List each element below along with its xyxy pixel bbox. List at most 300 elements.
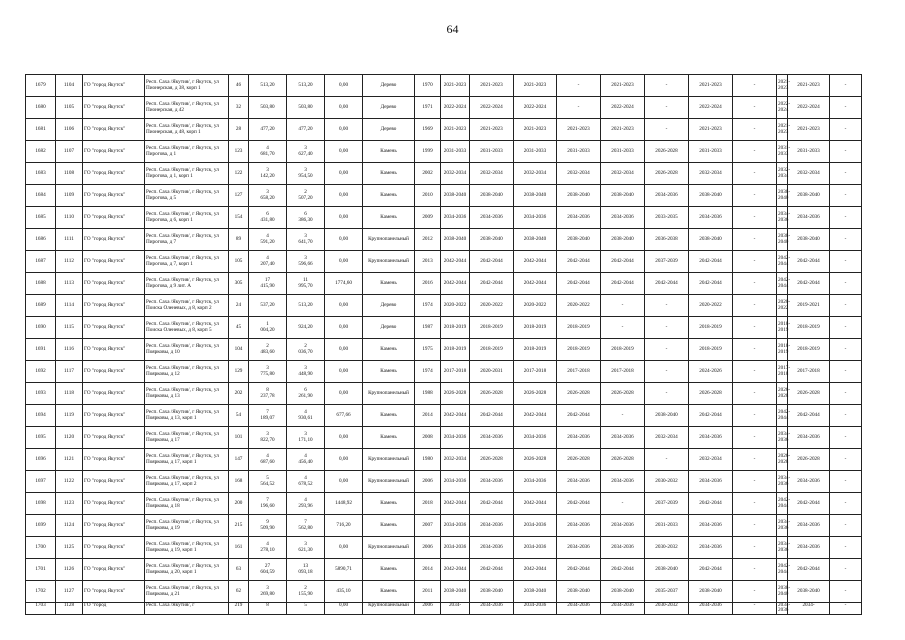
cell-period-4: 2034-2036	[557, 427, 601, 449]
cell-total-area-thousands: 5	[266, 474, 269, 481]
cell-period-5: 2034-2036	[601, 427, 645, 449]
cell-period-4: 2026-2028	[557, 383, 601, 405]
cell-row-number: 1680	[26, 97, 56, 119]
cell-living-area-rest: 627,40	[298, 150, 313, 157]
cell-period-4: 2038-2040	[557, 581, 601, 603]
cell-period-6: 2038-2040	[645, 559, 689, 581]
cell-total-area	[249, 537, 287, 559]
cell-total-area-rest: 431,80	[260, 216, 275, 223]
cell-period-9: 2018-2019	[777, 339, 788, 361]
cell-living-area-rest: 562,80	[298, 524, 313, 531]
cell-build-year: 2009	[415, 207, 441, 229]
cell-id: 1127	[56, 581, 83, 603]
cell-period-6: -	[645, 339, 689, 361]
table-row	[26, 361, 878, 383]
cell-period-10: 2042-2044	[788, 405, 830, 427]
cell-living-area	[287, 251, 325, 273]
cell-living-area-thousands: 13	[302, 562, 309, 569]
cell-nonliving-area: 0,00	[325, 295, 363, 317]
cell-period-7: 2021-2023	[689, 119, 733, 141]
cell-period-11: -	[830, 361, 862, 383]
cell-period-2: 2020-2031	[470, 361, 514, 383]
cell-living-area	[287, 427, 325, 449]
table-row	[26, 251, 878, 273]
cell-period-2: 2034-2036	[470, 471, 514, 493]
cell-living-area-thousands: 6	[304, 210, 307, 217]
cell-period-6: -	[645, 97, 689, 119]
cell-period-8: -	[733, 163, 777, 185]
cell-total-area	[249, 295, 287, 317]
cell-residents: 202	[229, 383, 249, 405]
cell-period-3: 2017-2018	[514, 361, 557, 383]
cell-period-9: 2038-2040	[777, 581, 788, 603]
cell-period-7: 2031-2033	[689, 141, 733, 163]
cell-living-area-thousands: 11	[303, 276, 308, 283]
cell-living-area	[287, 273, 325, 295]
cell-id: 1117	[56, 361, 83, 383]
cell-total-area	[249, 515, 287, 537]
cell-period-11: -	[830, 229, 862, 251]
table-row	[26, 75, 878, 97]
cell-wall-material: Дерево	[363, 97, 415, 119]
cell-period-6: 2030-2032	[645, 537, 689, 559]
cell-period-9: 2034-2036	[777, 207, 788, 229]
cell-period-5: -	[601, 405, 645, 427]
cell-municipality: ГО "город Якутск"	[83, 493, 145, 515]
cell-id: 1128	[56, 603, 83, 615]
cell-period-3: 2018-2019	[514, 317, 557, 339]
cell-id: 1120	[56, 427, 83, 449]
table-row	[26, 471, 878, 493]
cell-id: 1118	[56, 383, 83, 405]
cell-total-area	[249, 471, 287, 493]
cell-period-7: 2026-2028	[689, 383, 733, 405]
cell-address: Респ. Саха /Якутия/, г Якутск, ул Поярковы, д 18	[145, 493, 229, 515]
cell-period-6: -	[645, 449, 689, 471]
cell-period-2: 2018-2019	[470, 317, 514, 339]
cell-period-10: 2026-2028	[788, 449, 830, 471]
cell-period-2: 2034-2036	[470, 537, 514, 559]
cell-period-6: 2026-2028	[645, 163, 689, 185]
cell-total-area-thousands: 3	[266, 430, 269, 437]
cell-address: Респ. Саха /Якутия/, г Якутск, ул Поярковы, д 13	[145, 383, 229, 405]
cell-total-area-thousands: 17	[264, 276, 271, 283]
cell-period-11: -	[830, 295, 862, 317]
cell-id: 1121	[56, 449, 83, 471]
cell-address: Респ. Саха /Якутия/, г Якутск, ул Поярковы, д 10	[145, 339, 229, 361]
cell-id: 1107	[56, 141, 83, 163]
cell-period-6: 2037-2039	[645, 493, 689, 515]
cell-p9: 2034-2036	[778, 602, 791, 614]
cell-row-number: 1679	[26, 75, 56, 97]
cell-build-year: 2018	[415, 493, 441, 515]
cell-total-area-thousands: 7	[266, 496, 269, 503]
cell-period-4: 2042-2044	[557, 273, 601, 295]
cell-nonliving-area: 0,00	[325, 97, 363, 119]
cell-address: Респ. Саха /Якутия/, г Якутск, ул Пирогова, д 7	[145, 229, 229, 251]
cell-period-8: -	[733, 383, 777, 405]
cell-municipality: ГО "город Якутск"	[83, 317, 145, 339]
cell-total-area-rest: 207,40	[260, 260, 275, 267]
cell-v1: 219	[229, 603, 249, 615]
cell-living-area	[287, 119, 325, 141]
cell-period-4: 2032-2034	[557, 163, 601, 185]
cell-address: Респ. Саха /Якутия/, г Якутск, ул Пирогова, д 5	[145, 185, 229, 207]
cell-period-10: 2034-2036	[788, 207, 830, 229]
table-row	[26, 383, 878, 405]
cell-period-6: 2034-2036	[645, 185, 689, 207]
cell-period-2: 2031-2033	[470, 141, 514, 163]
cell-living-area-thousands: 3	[304, 144, 307, 151]
cell-wall-material: Крупнопанельный	[363, 537, 415, 559]
cell-nonliving-area: 5890,71	[325, 559, 363, 581]
cell-row-number: 1701	[26, 559, 56, 581]
cell-living-area-rest: 954,50	[298, 172, 313, 179]
cell-total-area-rest: 564,52	[260, 480, 275, 487]
cell-period-1: 2031-2033	[441, 141, 470, 163]
cell-period-3: 2042-2044	[514, 559, 557, 581]
cell-municipality: ГО "город Якутск"	[83, 581, 145, 603]
cell-living-area-thousands: 3	[304, 254, 307, 261]
cell-period-2: 2020-2022	[470, 295, 514, 317]
cell-total-area	[249, 559, 287, 581]
cell-period-11: -	[830, 515, 862, 537]
cell-period-9: 2042-2044	[777, 251, 788, 273]
cell-build-year: 1975	[415, 339, 441, 361]
cell-row-number: 1687	[26, 251, 56, 273]
cell-period-1: 2042-2044	[441, 273, 470, 295]
cell-living-area	[287, 75, 325, 97]
cell-total-area	[249, 119, 287, 141]
cell-period-1: 2017-2018	[441, 361, 470, 383]
cell-period-7: 2034-2036	[689, 427, 733, 449]
cell-period-9: 2026-2028	[777, 449, 788, 471]
cell-period-1: 2034-2036	[441, 471, 470, 493]
cell-living-area	[287, 493, 325, 515]
cell-wall-material: Дерево	[363, 295, 415, 317]
cell-total-area-thousands: 3	[266, 364, 269, 371]
cell-period-6: -	[645, 383, 689, 405]
cell-total-area-thousands: 4	[266, 144, 269, 151]
cell-living-area-rest: 171,10	[298, 436, 313, 443]
cell-period-1: 2042-2044	[441, 559, 470, 581]
cell-living-area-rest: 924,20	[298, 323, 313, 330]
cell-nonliving-area: 0,00	[325, 449, 363, 471]
cell-total-area-thousands: 3	[266, 584, 269, 591]
cell-year: 2006	[415, 603, 441, 615]
table-row	[26, 97, 878, 119]
cell-period-3: 2038-2040	[514, 581, 557, 603]
cell-living-area-thousands: 3	[304, 540, 307, 547]
cell-addr: Респ. Саха /Якутия/, г	[145, 603, 229, 615]
cell-nonliving-area: 0,00	[325, 339, 363, 361]
cell-period-1: 2032-2034	[441, 163, 470, 185]
cell-nonliving-area: 0,00	[325, 119, 363, 141]
cell-municipality: ГО "город Якутск"	[83, 229, 145, 251]
cell-municipality: ГО "город Якутск"	[83, 75, 145, 97]
cell-municipality: ГО "город Якутск"	[83, 559, 145, 581]
cell-total-area	[249, 207, 287, 229]
cell-period-6: 2036-2038	[645, 229, 689, 251]
cell-p11: -	[830, 603, 862, 615]
cell-total-area-thousands: 4	[266, 452, 269, 459]
cell-living-area	[287, 559, 325, 581]
cell-id: 1124	[56, 515, 83, 537]
table-row	[26, 141, 878, 163]
cell-period-10: 2042-2044	[788, 273, 830, 295]
cell-id: 1105	[56, 97, 83, 119]
cell-period-11: -	[830, 251, 862, 273]
cell-address: Респ. Саха /Якутия/, г Якутск, ул Пионерская, д 42	[145, 97, 229, 119]
cell-residents: 63	[229, 559, 249, 581]
cell-period-2: 2021-2023	[470, 119, 514, 141]
cell-period-10: 2018-2019	[788, 339, 830, 361]
cell-period-1: 2021-2023	[441, 75, 470, 97]
cell-municipality: ГО "город Якутск"	[83, 361, 145, 383]
cell-municipality: ГО "город Якутск"	[83, 119, 145, 141]
cell-nonliving-area: 0,00	[325, 317, 363, 339]
cell-period-6: 2030-2032	[645, 471, 689, 493]
cell-period-4: 2042-2044	[557, 559, 601, 581]
cell-period-9: 2034-2036	[777, 427, 788, 449]
table-row	[26, 515, 878, 537]
cell-period-10: 2038-2040	[788, 229, 830, 251]
cell-address: Респ. Саха /Якутия/, г Якутск, ул Поярковы, д 17, корп 2	[145, 471, 229, 493]
cell-build-year: 1971	[415, 97, 441, 119]
cell-total-area	[249, 251, 287, 273]
cell-living-area-rest: 386,30	[298, 216, 313, 223]
table-row	[26, 163, 878, 185]
cell-residents: 24	[229, 295, 249, 317]
cell-period-3: 2031-2033	[514, 141, 557, 163]
cell-living-area-thousands: 4	[304, 408, 307, 415]
cell-total-area	[249, 493, 287, 515]
cell-period-2: 2022-2024	[470, 97, 514, 119]
cell-living-area-rest: 093,18	[298, 568, 313, 575]
cell-period-4: -	[557, 75, 601, 97]
cell-period-10: 2042-2044	[788, 493, 830, 515]
cell-id: 1113	[56, 273, 83, 295]
cell-address: Респ. Саха /Якутия/, г Якутск, ул Пионерская, д 48, корп 1	[145, 119, 229, 141]
cell-row-number: 1695	[26, 427, 56, 449]
cell-living-area-rest: 995,70	[298, 282, 313, 289]
cell-wall-material: Камень	[363, 559, 415, 581]
cell-total-area	[249, 405, 287, 427]
cell-period-5: 2026-2028	[601, 449, 645, 471]
cell-living-area	[287, 537, 325, 559]
cell-address: Респ. Саха /Якутия/, г Якутск, ул Поиска Оленевых, д 8, корп 5	[145, 317, 229, 339]
cell-wall-material: Камень	[363, 493, 415, 515]
cell-period-4: 2038-2040	[557, 229, 601, 251]
cell-period-9: 2031-2033	[777, 141, 788, 163]
cell-build-year: 2007	[415, 515, 441, 537]
cell-period-8: -	[733, 97, 777, 119]
cell-living-area-thousands: 4	[304, 496, 307, 503]
cell-living-area-thousands: 2	[304, 584, 307, 591]
cell-living-area	[287, 361, 325, 383]
cell-residents: 62	[229, 581, 249, 603]
cell-period-1: 2020-2022	[441, 295, 470, 317]
cell-period-6: -	[645, 295, 689, 317]
cell-residents: 101	[229, 427, 249, 449]
cell-period-10: 2038-2040	[788, 185, 830, 207]
cell-build-year: 2002	[415, 163, 441, 185]
cell-period-3: 2034-2036	[514, 471, 557, 493]
cell-period-5: 2031-2033	[601, 141, 645, 163]
cell-period-8: -	[733, 559, 777, 581]
cell-municipality: ГО "город Якутск"	[83, 339, 145, 361]
cell-living-area-thousands: 4	[304, 452, 307, 459]
cell-living-area-rest: 621,30	[298, 546, 313, 553]
cell-period-8: -	[733, 119, 777, 141]
cell-total-area-thousands: 2	[266, 342, 269, 349]
cell-total-area	[249, 141, 287, 163]
cell-build-year: 1999	[415, 141, 441, 163]
cell-period-3: 2022-2024	[514, 97, 557, 119]
cell-period-2: 2034-2036	[470, 515, 514, 537]
cell-row-number: 1694	[26, 405, 56, 427]
cell-residents: 54	[229, 405, 249, 427]
cell-period-3: 2042-2044	[514, 273, 557, 295]
cell-period-5: 2021-2023	[601, 75, 645, 97]
cell-period-8: -	[733, 75, 777, 97]
cell-address: Респ. Саха /Якутия/, г Якутск, ул Поярковы, д 19	[145, 515, 229, 537]
table-row	[26, 295, 878, 317]
cell-total-area-rest: 004,20	[260, 326, 275, 333]
cell-period-3: 2020-2022	[514, 295, 557, 317]
cell-wall-material: Камень	[363, 515, 415, 537]
cell-residents: 215	[229, 515, 249, 537]
cell-build-year: 2006	[415, 537, 441, 559]
cell-period-8: -	[733, 207, 777, 229]
cell-period-6: -	[645, 75, 689, 97]
cell-living-area	[287, 317, 325, 339]
cell-build-year: 1988	[415, 383, 441, 405]
cell-period-11: -	[830, 339, 862, 361]
cell-period-2: 2034-2036	[470, 207, 514, 229]
cell-wall-material: Камень	[363, 361, 415, 383]
cell-period-7: 2042-2044	[689, 405, 733, 427]
cell-period-1: 2034-2036	[441, 427, 470, 449]
cell-residents: 122	[229, 163, 249, 185]
cell-municipality: ГО "город Якутск"	[83, 471, 145, 493]
cell-residents: 161	[229, 537, 249, 559]
cell-period-4: 2031-2033	[557, 141, 601, 163]
cell-id: 1119	[56, 405, 83, 427]
cell-p7: 2034-2036	[689, 603, 733, 615]
cell-living-area	[287, 471, 325, 493]
cell-row-number: 1685	[26, 207, 56, 229]
cell-living-area-rest: 678,52	[298, 480, 313, 487]
cell-period-1: 2034-2036	[441, 515, 470, 537]
table-row-partial	[26, 603, 878, 615]
cell-build-year: 2011	[415, 581, 441, 603]
cell-period-3: 2032-2034	[514, 163, 557, 185]
cell-period-8: -	[733, 581, 777, 603]
cell-wall-material: Дерево	[363, 119, 415, 141]
cell-nonliving-area: 1448,92	[325, 493, 363, 515]
cell-period-4: 2020-2022	[557, 295, 601, 317]
cell-living-area-thousands: 3	[304, 430, 307, 437]
cell-total-area	[249, 339, 287, 361]
cell-total-area	[249, 427, 287, 449]
cell-period-7: 2034-2036	[689, 537, 733, 559]
cell-wall-material: Крупнопанельный	[363, 251, 415, 273]
cell-total-area-thousands: 7	[266, 408, 269, 415]
cell-residents: 105	[229, 251, 249, 273]
cell-wall-material: Камень	[363, 163, 415, 185]
cell-total-area-thousands: 4	[266, 540, 269, 547]
cell-period-11: -	[830, 405, 862, 427]
cell-c1: 8	[249, 603, 287, 615]
cell-period-9: 2042-2044	[777, 273, 788, 295]
cell-id: 1115	[56, 317, 83, 339]
cell-period-2: 2018-2019	[470, 339, 514, 361]
cell-period-5: 2021-2023	[601, 119, 645, 141]
cell-residents: 200	[229, 493, 249, 515]
cell-living-area-rest: 513,20	[298, 81, 313, 88]
cell-total-area	[249, 229, 287, 251]
cell-total-area-rest: 503,80	[260, 103, 275, 110]
cell-period-10: 2017-2018	[788, 361, 830, 383]
cell-build-year: 2013	[415, 251, 441, 273]
cell-period-5: 2042-2044	[601, 273, 645, 295]
cell-period-7: 2020-2022	[689, 295, 733, 317]
cell-period-8: -	[733, 295, 777, 317]
cell-period-10: 2034-2036	[788, 471, 830, 493]
cell-address: Респ. Саха /Якутия/, г Якутск, ул Поиска Оленевых, д 8, корп 2	[145, 295, 229, 317]
cell-build-year: 2006	[415, 471, 441, 493]
cell-row-number: 1684	[26, 185, 56, 207]
cell-residents: 154	[229, 207, 249, 229]
cell-period-10: 2018-2019	[788, 317, 830, 339]
cell-row-number: 1698	[26, 493, 56, 515]
cell-period-1: 2018-2019	[441, 339, 470, 361]
cell-build-year: 1980	[415, 449, 441, 471]
cell-c2: 5	[287, 603, 325, 615]
cell-row-number: 1699	[26, 515, 56, 537]
cell-address: Респ. Саха /Якутия/, г Якутск, ул Пионерская, д 38, корп 1	[145, 75, 229, 97]
cell-residents: 45	[229, 317, 249, 339]
cell-period-9: 2018-2019	[777, 317, 788, 339]
cell-residents: 147	[229, 449, 249, 471]
cell-row-number: 1696	[26, 449, 56, 471]
cell-period-8: -	[733, 339, 777, 361]
cell-period-10: 2019-2021	[788, 295, 830, 317]
cell-period-9: 2038-2040	[777, 229, 788, 251]
cell-period-1: 2042-2044	[441, 251, 470, 273]
cell-period-3: 2021-2023	[514, 119, 557, 141]
cell-residents: 168	[229, 471, 249, 493]
cell-wall-material: Камень	[363, 185, 415, 207]
cell-total-area-rest: 537,20	[260, 301, 275, 308]
cell-nonliving-area: 0,00	[325, 383, 363, 405]
cell-period-11: -	[830, 493, 862, 515]
cell-total-area-thousands: 3	[266, 166, 269, 173]
cell-period-5: 2038-2040	[601, 581, 645, 603]
cell-period-4: 2034-2036	[557, 537, 601, 559]
cell-id: 1123	[56, 493, 83, 515]
cell-id: 1109	[56, 185, 83, 207]
cell-municipality: ГО "город Якутск"	[83, 537, 145, 559]
cell-period-10: 2034-2036	[788, 537, 830, 559]
cell-period-1: 2032-2034	[441, 449, 470, 471]
cell-period-2: 2034-2036	[470, 427, 514, 449]
cell-period-4: -	[557, 97, 601, 119]
cell-period-1: 2042-2044	[441, 405, 470, 427]
cell-living-area-thousands: 7	[304, 518, 307, 525]
cell-living-area-rest: 596,66	[298, 260, 313, 267]
